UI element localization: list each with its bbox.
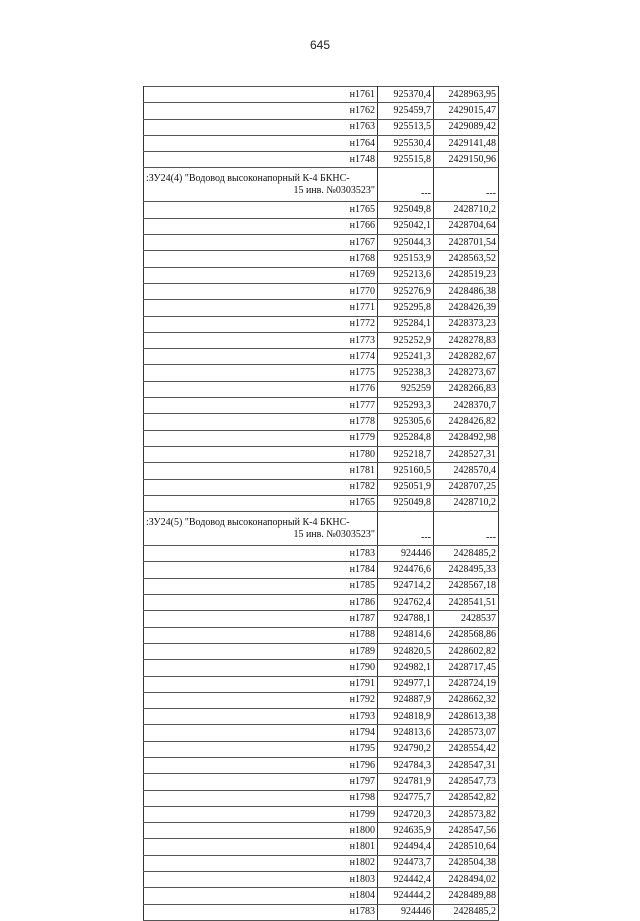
y-coordinate-cell: 2428485,2 bbox=[434, 546, 499, 562]
x-coordinate-cell: 925213,6 bbox=[378, 267, 434, 283]
y-coordinate-cell: 2428278,83 bbox=[434, 332, 499, 348]
table-row bbox=[144, 365, 499, 381]
x-coordinate-cell: 924814,6 bbox=[378, 627, 434, 643]
x-coordinate-cell: 925284,1 bbox=[378, 316, 434, 332]
y-coordinate-cell: 2428504,38 bbox=[434, 855, 499, 871]
y-coordinate-cell: 2428570,4 bbox=[434, 463, 499, 479]
point-id-cell: н1790 bbox=[144, 660, 378, 676]
y-coordinate-cell: 2428495,33 bbox=[434, 562, 499, 578]
x-coordinate-cell: 925259 bbox=[378, 381, 434, 397]
y-coordinate-cell: 2428373,23 bbox=[434, 316, 499, 332]
table-row bbox=[144, 627, 499, 643]
y-coordinate-cell: 2428426,82 bbox=[434, 414, 499, 430]
point-id-cell: н1787 bbox=[144, 611, 378, 627]
x-coordinate-cell: 924635,9 bbox=[378, 823, 434, 839]
point-id-cell: н1789 bbox=[144, 643, 378, 659]
x-coordinate-cell: 924442,4 bbox=[378, 872, 434, 888]
section-title-line2: 15 инв. №0303523" bbox=[293, 184, 375, 196]
point-id-cell: н1763 bbox=[144, 119, 378, 135]
x-coordinate-cell: 924977,1 bbox=[378, 676, 434, 692]
point-id-cell: н1778 bbox=[144, 414, 378, 430]
section-title bbox=[144, 168, 378, 202]
x-coordinate-cell: 925049,8 bbox=[378, 202, 434, 218]
y-coordinate-cell: 2428492,98 bbox=[434, 430, 499, 446]
table-row bbox=[144, 381, 499, 397]
y-coordinate-cell: 2428707,25 bbox=[434, 479, 499, 495]
x-coordinate-cell: 924714,2 bbox=[378, 578, 434, 594]
x-coordinate-cell: 925252,9 bbox=[378, 332, 434, 348]
y-coordinate-cell: 2428547,73 bbox=[434, 774, 499, 790]
point-id-cell: н1799 bbox=[144, 806, 378, 822]
x-coordinate-cell: 925042,1 bbox=[378, 218, 434, 234]
section-header-row bbox=[144, 512, 499, 546]
table-row bbox=[144, 806, 499, 822]
point-id-cell: н1775 bbox=[144, 365, 378, 381]
y-coordinate-cell: 2428542,82 bbox=[434, 790, 499, 806]
y-coordinate-cell: --- bbox=[434, 168, 499, 202]
table-row bbox=[144, 611, 499, 627]
point-id-cell: н1768 bbox=[144, 251, 378, 267]
table-row bbox=[144, 218, 499, 234]
x-coordinate-cell: 924813,6 bbox=[378, 725, 434, 741]
x-coordinate-cell: 925160,5 bbox=[378, 463, 434, 479]
x-coordinate-cell: 925218,7 bbox=[378, 446, 434, 462]
point-id-cell: н1765 bbox=[144, 202, 378, 218]
point-id-cell: н1774 bbox=[144, 349, 378, 365]
table-row bbox=[144, 414, 499, 430]
y-coordinate-cell: 2428613,38 bbox=[434, 709, 499, 725]
y-coordinate-cell: 2428282,67 bbox=[434, 349, 499, 365]
x-coordinate-cell: 925284,8 bbox=[378, 430, 434, 446]
table-row bbox=[144, 823, 499, 839]
y-coordinate-cell: 2428541,51 bbox=[434, 595, 499, 611]
x-coordinate-cell: --- bbox=[378, 512, 434, 546]
point-id-cell: н1794 bbox=[144, 725, 378, 741]
y-coordinate-cell: 2428662,32 bbox=[434, 692, 499, 708]
table-row bbox=[144, 495, 499, 511]
point-id-cell: н1762 bbox=[144, 103, 378, 119]
table-row bbox=[144, 479, 499, 495]
y-coordinate-cell: 2428547,56 bbox=[434, 823, 499, 839]
coordinates-table-body bbox=[144, 87, 499, 921]
y-coordinate-cell: 2428724,19 bbox=[434, 676, 499, 692]
table-row bbox=[144, 103, 499, 119]
y-coordinate-cell: 2429141,48 bbox=[434, 135, 499, 151]
point-id-cell: н1771 bbox=[144, 300, 378, 316]
y-coordinate-cell: 2428602,82 bbox=[434, 643, 499, 659]
point-id-cell: н1800 bbox=[144, 823, 378, 839]
x-coordinate-cell: 924720,3 bbox=[378, 806, 434, 822]
x-coordinate-cell: 924476,6 bbox=[378, 562, 434, 578]
y-coordinate-cell: 2428963,95 bbox=[434, 87, 499, 103]
table-row bbox=[144, 349, 499, 365]
y-coordinate-cell: 2428554,42 bbox=[434, 741, 499, 757]
table-row bbox=[144, 267, 499, 283]
table-row bbox=[144, 595, 499, 611]
y-coordinate-cell: --- bbox=[434, 512, 499, 546]
x-coordinate-cell: 924788,1 bbox=[378, 611, 434, 627]
y-coordinate-cell: 2428573,82 bbox=[434, 806, 499, 822]
section-title-line1: :ЗУ24(4) "Водовод высоконапорный К-4 БКНС- bbox=[146, 172, 350, 184]
table-row bbox=[144, 872, 499, 888]
table-row bbox=[144, 741, 499, 757]
y-coordinate-cell: 2428266,83 bbox=[434, 381, 499, 397]
point-id-cell: н1767 bbox=[144, 235, 378, 251]
point-id-cell: н1798 bbox=[144, 790, 378, 806]
point-id-cell: н1777 bbox=[144, 398, 378, 414]
point-id-cell: н1783 bbox=[144, 904, 378, 920]
y-coordinate-cell: 2428510,64 bbox=[434, 839, 499, 855]
y-coordinate-cell: 2429089,42 bbox=[434, 119, 499, 135]
table-row bbox=[144, 202, 499, 218]
y-coordinate-cell: 2428485,2 bbox=[434, 904, 499, 920]
table-row bbox=[144, 888, 499, 904]
x-coordinate-cell: 924775,7 bbox=[378, 790, 434, 806]
table-row bbox=[144, 562, 499, 578]
y-coordinate-cell: 2428704,64 bbox=[434, 218, 499, 234]
x-coordinate-cell: 925370,4 bbox=[378, 87, 434, 103]
x-coordinate-cell: 925276,9 bbox=[378, 283, 434, 299]
point-id-cell: н1796 bbox=[144, 757, 378, 773]
y-coordinate-cell: 2428710,2 bbox=[434, 202, 499, 218]
point-id-cell: н1793 bbox=[144, 709, 378, 725]
point-id-cell: н1802 bbox=[144, 855, 378, 871]
x-coordinate-cell: 924790,2 bbox=[378, 741, 434, 757]
y-coordinate-cell: 2428527,31 bbox=[434, 446, 499, 462]
point-id-cell: н1772 bbox=[144, 316, 378, 332]
x-coordinate-cell: 924762,4 bbox=[378, 595, 434, 611]
table-row bbox=[144, 87, 499, 103]
point-id-cell: н1784 bbox=[144, 562, 378, 578]
x-coordinate-cell: 925295,8 bbox=[378, 300, 434, 316]
x-coordinate-cell: 925530,4 bbox=[378, 135, 434, 151]
table-row bbox=[144, 757, 499, 773]
section-header-row bbox=[144, 168, 499, 202]
point-id-cell: н1770 bbox=[144, 283, 378, 299]
point-id-cell: н1804 bbox=[144, 888, 378, 904]
y-coordinate-cell: 2428537 bbox=[434, 611, 499, 627]
y-coordinate-cell: 2428494,02 bbox=[434, 872, 499, 888]
y-coordinate-cell: 2428547,31 bbox=[434, 757, 499, 773]
section-title-line1: :ЗУ24(5) "Водовод высоконапорный К-4 БКНС- bbox=[146, 516, 350, 528]
x-coordinate-cell: 925515,8 bbox=[378, 152, 434, 168]
y-coordinate-cell: 2428563,52 bbox=[434, 251, 499, 267]
point-id-cell: н1776 bbox=[144, 381, 378, 397]
point-id-cell: н1780 bbox=[144, 446, 378, 462]
point-id-cell: н1761 bbox=[144, 87, 378, 103]
point-id-cell: н1766 bbox=[144, 218, 378, 234]
table-row bbox=[144, 119, 499, 135]
x-coordinate-cell: 925238,3 bbox=[378, 365, 434, 381]
y-coordinate-cell: 2428573,07 bbox=[434, 725, 499, 741]
table-row bbox=[144, 152, 499, 168]
point-id-cell: н1779 bbox=[144, 430, 378, 446]
point-id-cell: н1748 bbox=[144, 152, 378, 168]
table-row bbox=[144, 692, 499, 708]
table-row bbox=[144, 643, 499, 659]
point-id-cell: н1783 bbox=[144, 546, 378, 562]
page-number: 645 bbox=[309, 38, 331, 52]
table-row bbox=[144, 300, 499, 316]
table-row bbox=[144, 332, 499, 348]
y-coordinate-cell: 2428489,88 bbox=[434, 888, 499, 904]
point-id-cell: н1791 bbox=[144, 676, 378, 692]
point-id-cell: н1803 bbox=[144, 872, 378, 888]
x-coordinate-cell: 924982,1 bbox=[378, 660, 434, 676]
table-row bbox=[144, 283, 499, 299]
y-coordinate-cell: 2428519,23 bbox=[434, 267, 499, 283]
table-row bbox=[144, 546, 499, 562]
x-coordinate-cell: 925241,3 bbox=[378, 349, 434, 365]
table-row bbox=[144, 660, 499, 676]
y-coordinate-cell: 2428717,45 bbox=[434, 660, 499, 676]
table-row bbox=[144, 430, 499, 446]
table-row bbox=[144, 251, 499, 267]
point-id-cell: н1773 bbox=[144, 332, 378, 348]
x-coordinate-cell: 924444,2 bbox=[378, 888, 434, 904]
x-coordinate-cell: --- bbox=[378, 168, 434, 202]
x-coordinate-cell: 925513,5 bbox=[378, 119, 434, 135]
point-id-cell: н1801 bbox=[144, 839, 378, 855]
table-row bbox=[144, 446, 499, 462]
section-title-line2: 15 инв. №0303523" bbox=[293, 528, 375, 540]
x-coordinate-cell: 925051,9 bbox=[378, 479, 434, 495]
x-coordinate-cell: 924784,3 bbox=[378, 757, 434, 773]
x-coordinate-cell: 925305,6 bbox=[378, 414, 434, 430]
y-coordinate-cell: 2429150,96 bbox=[434, 152, 499, 168]
x-coordinate-cell: 924473,7 bbox=[378, 855, 434, 871]
table-row bbox=[144, 904, 499, 920]
table-row bbox=[144, 463, 499, 479]
section-title bbox=[144, 512, 378, 546]
point-id-cell: н1785 bbox=[144, 578, 378, 594]
y-coordinate-cell: 2429015,47 bbox=[434, 103, 499, 119]
y-coordinate-cell: 2428426,39 bbox=[434, 300, 499, 316]
table-row bbox=[144, 855, 499, 871]
x-coordinate-cell: 924446 bbox=[378, 546, 434, 562]
table-row bbox=[144, 725, 499, 741]
point-id-cell: н1795 bbox=[144, 741, 378, 757]
x-coordinate-cell: 925044,3 bbox=[378, 235, 434, 251]
x-coordinate-cell: 924820,5 bbox=[378, 643, 434, 659]
point-id-cell: н1788 bbox=[144, 627, 378, 643]
x-coordinate-cell: 924446 bbox=[378, 904, 434, 920]
y-coordinate-cell: 2428370,7 bbox=[434, 398, 499, 414]
y-coordinate-cell: 2428273,67 bbox=[434, 365, 499, 381]
table-row bbox=[144, 135, 499, 151]
y-coordinate-cell: 2428701,54 bbox=[434, 235, 499, 251]
table-row bbox=[144, 316, 499, 332]
table-row bbox=[144, 790, 499, 806]
coordinates-table bbox=[143, 86, 499, 921]
table-row bbox=[144, 676, 499, 692]
table-row bbox=[144, 398, 499, 414]
point-id-cell: н1792 bbox=[144, 692, 378, 708]
x-coordinate-cell: 925049,8 bbox=[378, 495, 434, 511]
x-coordinate-cell: 925153,9 bbox=[378, 251, 434, 267]
point-id-cell: н1781 bbox=[144, 463, 378, 479]
x-coordinate-cell: 925293,3 bbox=[378, 398, 434, 414]
point-id-cell: н1764 bbox=[144, 135, 378, 151]
table-row bbox=[144, 578, 499, 594]
x-coordinate-cell: 925459,7 bbox=[378, 103, 434, 119]
point-id-cell: н1786 bbox=[144, 595, 378, 611]
table-row bbox=[144, 235, 499, 251]
y-coordinate-cell: 2428486,38 bbox=[434, 283, 499, 299]
point-id-cell: н1765 bbox=[144, 495, 378, 511]
point-id-cell: н1797 bbox=[144, 774, 378, 790]
x-coordinate-cell: 924781,9 bbox=[378, 774, 434, 790]
x-coordinate-cell: 924494,4 bbox=[378, 839, 434, 855]
table-row bbox=[144, 774, 499, 790]
x-coordinate-cell: 924887,9 bbox=[378, 692, 434, 708]
point-id-cell: н1782 bbox=[144, 479, 378, 495]
y-coordinate-cell: 2428568,86 bbox=[434, 627, 499, 643]
table-row bbox=[144, 839, 499, 855]
point-id-cell: н1769 bbox=[144, 267, 378, 283]
y-coordinate-cell: 2428567,18 bbox=[434, 578, 499, 594]
table-row bbox=[144, 709, 499, 725]
x-coordinate-cell: 924818,9 bbox=[378, 709, 434, 725]
y-coordinate-cell: 2428710,2 bbox=[434, 495, 499, 511]
